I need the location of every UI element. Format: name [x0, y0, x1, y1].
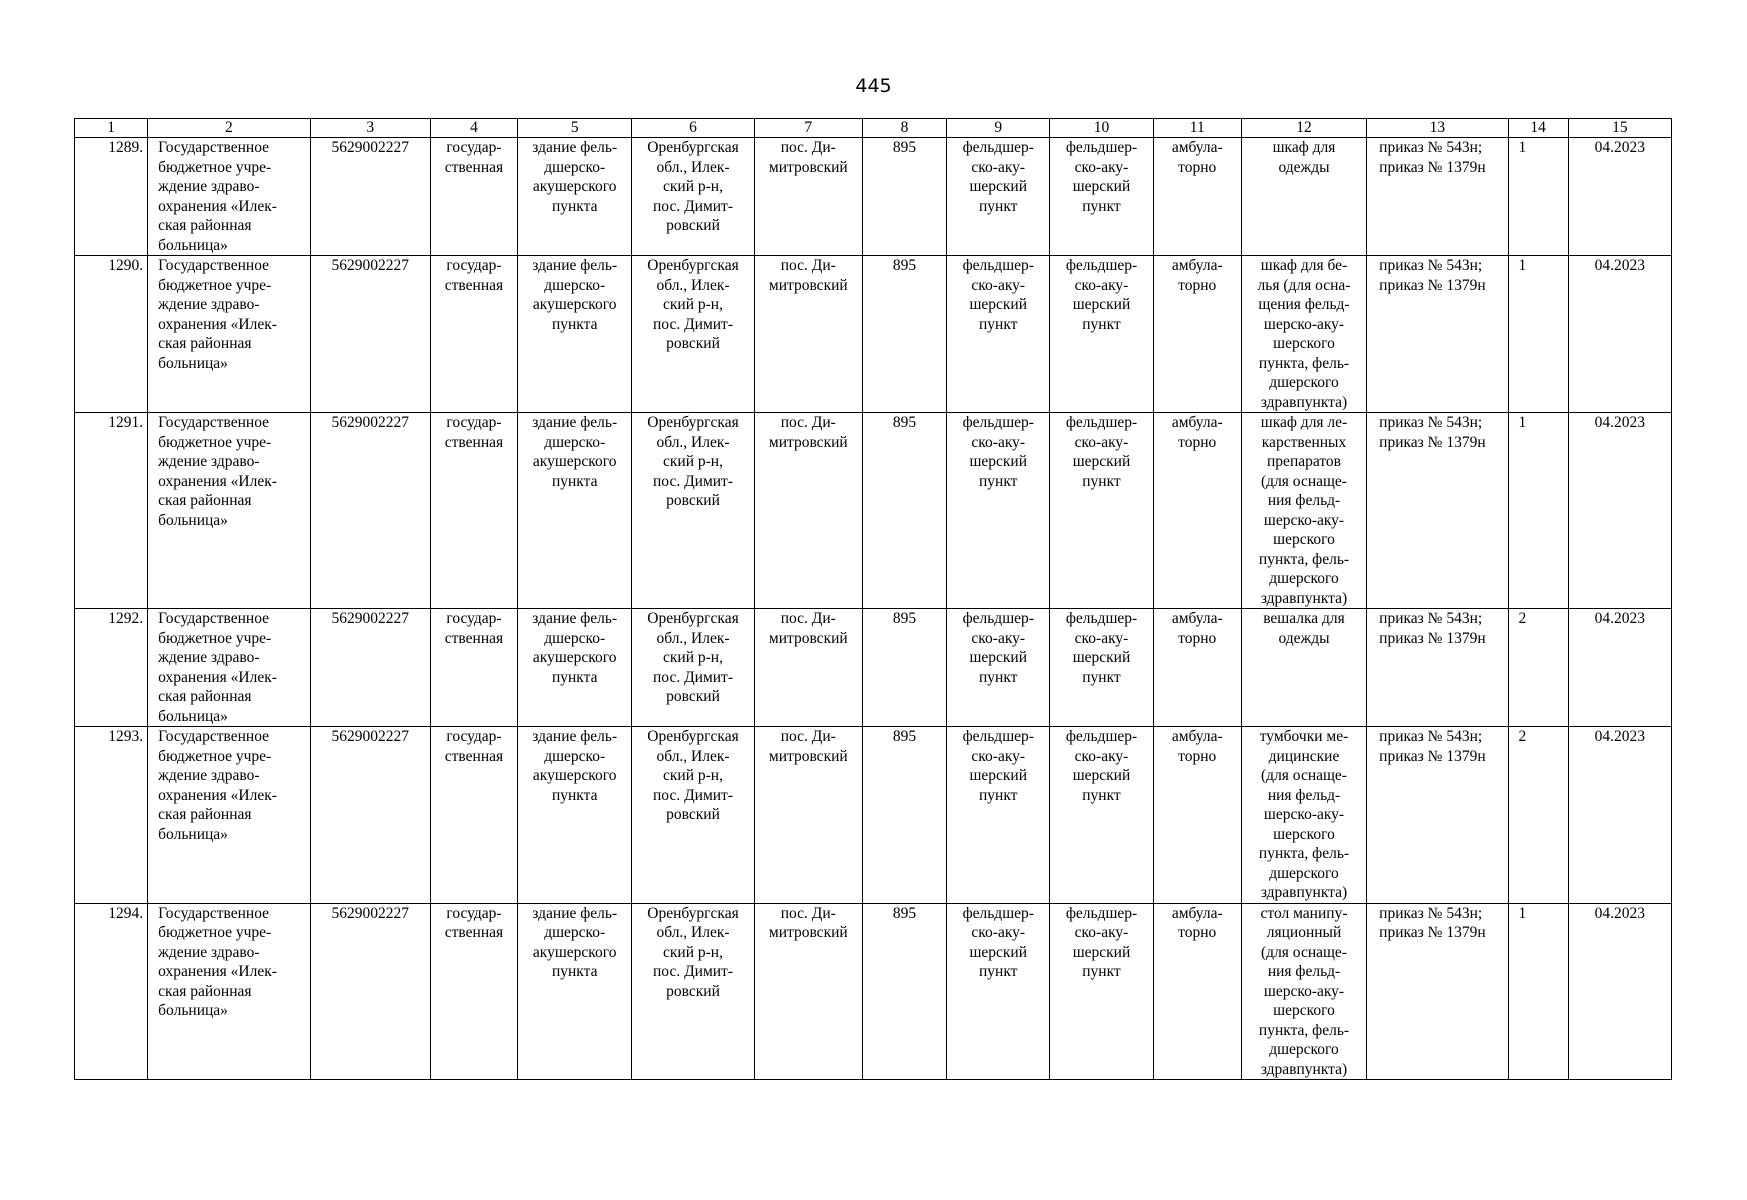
column-number-12: 12	[1241, 119, 1366, 138]
row-number-cell: 1290.	[75, 256, 148, 413]
column-number-4: 4	[430, 119, 517, 138]
column-number-11: 11	[1153, 119, 1241, 138]
subunit-type-cell: фельдшер- ско-аку- шерский пункт	[1050, 727, 1153, 904]
table-row	[75, 727, 1672, 904]
subunit-type-cell: фельдшер- ско-аку- шерский пункт	[1050, 609, 1153, 727]
building-cell: здание фель- дшерско- акушерского пункта	[518, 138, 632, 256]
column-number-13: 13	[1367, 119, 1508, 138]
locality-cell: пос. Ди- митровский	[754, 609, 862, 727]
quantity-cell: 1	[1508, 903, 1568, 1080]
date-cell: 04.2023	[1568, 727, 1671, 904]
inn-cell: 5629002227	[310, 727, 430, 904]
subunit-type-cell: фельдшер- ско-аку- шерский пункт	[1050, 413, 1153, 609]
address-cell: Оренбургская обл., Илек- ский р-н, пос. Димит- ровский	[632, 138, 754, 256]
building-cell: здание фель- дшерско- акушерского пункта	[518, 609, 632, 727]
column-number-2: 2	[148, 119, 310, 138]
row-number-cell: 1294.	[75, 903, 148, 1080]
table-row	[75, 903, 1672, 1080]
table-row	[75, 413, 1672, 609]
locality-cell: пос. Ди- митровский	[754, 413, 862, 609]
ownership-form-cell: государ- ственная	[430, 138, 517, 256]
date-cell: 04.2023	[1568, 256, 1671, 413]
care-conditions-cell: амбула- торно	[1153, 727, 1241, 904]
building-cell: здание фель- дшерско- акушерского пункта	[518, 727, 632, 904]
code-cell: 895	[862, 903, 946, 1080]
date-cell: 04.2023	[1568, 413, 1671, 609]
column-number-8: 8	[862, 119, 946, 138]
care-conditions-cell: амбула- торно	[1153, 413, 1241, 609]
organization-name-cell: Государственное бюджетное учре- ждение здраво- охранения «Илек- ская районная больница»	[148, 256, 310, 413]
inn-cell: 5629002227	[310, 413, 430, 609]
care-conditions-cell: амбула- торно	[1153, 903, 1241, 1080]
ownership-form-cell: государ- ственная	[430, 609, 517, 727]
row-number-cell: 1291.	[75, 413, 148, 609]
locality-cell: пос. Ди- митровский	[754, 138, 862, 256]
quantity-cell: 2	[1508, 609, 1568, 727]
column-number-6: 6	[632, 119, 754, 138]
unit-type-cell: фельдшер- ско-аку- шерский пункт	[947, 413, 1050, 609]
subunit-type-cell: фельдшер- ско-аку- шерский пункт	[1050, 256, 1153, 413]
code-cell: 895	[862, 727, 946, 904]
regulatory-basis-cell: приказ № 543н; приказ № 1379н	[1367, 256, 1508, 413]
column-number-15: 15	[1568, 119, 1671, 138]
building-cell: здание фель- дшерско- акушерского пункта	[518, 256, 632, 413]
equipment-name-cell: вешалка для одежды	[1241, 609, 1366, 727]
address-cell: Оренбургская обл., Илек- ский р-н, пос. Димит- ровский	[632, 413, 754, 609]
locality-cell: пос. Ди- митровский	[754, 903, 862, 1080]
quantity-cell: 2	[1508, 727, 1568, 904]
regulatory-basis-cell: приказ № 543н; приказ № 1379н	[1367, 609, 1508, 727]
page-number: 445	[855, 75, 892, 97]
date-cell: 04.2023	[1568, 609, 1671, 727]
organization-name-cell: Государственное бюджетное учре- ждение здраво- охранения «Илек- ская районная больница»	[148, 903, 310, 1080]
ownership-form-cell: государ- ственная	[430, 256, 517, 413]
inn-cell: 5629002227	[310, 903, 430, 1080]
column-number-row	[75, 119, 1672, 138]
column-number-3: 3	[310, 119, 430, 138]
organization-name-cell: Государственное бюджетное учре- ждение здраво- охранения «Илек- ская районная больница»	[148, 727, 310, 904]
unit-type-cell: фельдшер- ско-аку- шерский пункт	[947, 256, 1050, 413]
address-cell: Оренбургская обл., Илек- ский р-н, пос. Димит- ровский	[632, 727, 754, 904]
table-body	[75, 138, 1672, 1080]
regulatory-basis-cell: приказ № 543н; приказ № 1379н	[1367, 903, 1508, 1080]
code-cell: 895	[862, 609, 946, 727]
equipment-name-cell: тумбочки ме- дицинские (для оснаще- ния фельд- шерско-аку- шерского пункта, фель- дшерского здравпункта)	[1241, 727, 1366, 904]
subunit-type-cell: фельдшер- ско-аку- шерский пункт	[1050, 903, 1153, 1080]
inn-cell: 5629002227	[310, 256, 430, 413]
code-cell: 895	[862, 138, 946, 256]
equipment-name-cell: стол манипу- ляционный (для оснаще- ния фельд- шерско-аку- шерского пункта, фель- дшерского здравпункта)	[1241, 903, 1366, 1080]
column-number-5: 5	[518, 119, 632, 138]
table-row	[75, 256, 1672, 413]
unit-type-cell: фельдшер- ско-аку- шерский пункт	[947, 609, 1050, 727]
care-conditions-cell: амбула- торно	[1153, 138, 1241, 256]
row-number-cell: 1293.	[75, 727, 148, 904]
row-number-cell: 1289.	[75, 138, 148, 256]
equipment-registry-table	[74, 118, 1672, 1080]
column-number-10: 10	[1050, 119, 1153, 138]
locality-cell: пос. Ди- митровский	[754, 256, 862, 413]
organization-name-cell: Государственное бюджетное учре- ждение здраво- охранения «Илек- ская районная больница»	[148, 609, 310, 727]
regulatory-basis-cell: приказ № 543н; приказ № 1379н	[1367, 727, 1508, 904]
quantity-cell: 1	[1508, 138, 1568, 256]
table-row	[75, 609, 1672, 727]
locality-cell: пос. Ди- митровский	[754, 727, 862, 904]
quantity-cell: 1	[1508, 413, 1568, 609]
organization-name-cell: Государственное бюджетное учре- ждение здраво- охранения «Илек- ская районная больница»	[148, 413, 310, 609]
column-number-14: 14	[1508, 119, 1568, 138]
building-cell: здание фель- дшерско- акушерского пункта	[518, 413, 632, 609]
unit-type-cell: фельдшер- ско-аку- шерский пункт	[947, 727, 1050, 904]
regulatory-basis-cell: приказ № 543н; приказ № 1379н	[1367, 138, 1508, 256]
table-row	[75, 138, 1672, 256]
care-conditions-cell: амбула- торно	[1153, 256, 1241, 413]
column-number-1: 1	[75, 119, 148, 138]
unit-type-cell: фельдшер- ско-аку- шерский пункт	[947, 903, 1050, 1080]
equipment-name-cell: шкаф для бе- лья (для осна- щения фельд- шерско-аку- шерского пункта, фель- дшерского здравпункта)	[1241, 256, 1366, 413]
quantity-cell: 1	[1508, 256, 1568, 413]
address-cell: Оренбургская обл., Илек- ский р-н, пос. Димит- ровский	[632, 256, 754, 413]
care-conditions-cell: амбула- торно	[1153, 609, 1241, 727]
subunit-type-cell: фельдшер- ско-аку- шерский пункт	[1050, 138, 1153, 256]
building-cell: здание фель- дшерско- акушерского пункта	[518, 903, 632, 1080]
equipment-name-cell: шкаф для одежды	[1241, 138, 1366, 256]
code-cell: 895	[862, 413, 946, 609]
equipment-name-cell: шкаф для ле- карственных препаратов (для оснаще- ния фельд- шерско-аку- шерского пункта, фель- дшерского здравпункта)	[1241, 413, 1366, 609]
address-cell: Оренбургская обл., Илек- ский р-н, пос. Димит- ровский	[632, 903, 754, 1080]
inn-cell: 5629002227	[310, 138, 430, 256]
ownership-form-cell: государ- ственная	[430, 413, 517, 609]
inn-cell: 5629002227	[310, 609, 430, 727]
column-number-7: 7	[754, 119, 862, 138]
address-cell: Оренбургская обл., Илек- ский р-н, пос. Димит- ровский	[632, 609, 754, 727]
row-number-cell: 1292.	[75, 609, 148, 727]
date-cell: 04.2023	[1568, 903, 1671, 1080]
regulatory-basis-cell: приказ № 543н; приказ № 1379н	[1367, 413, 1508, 609]
date-cell: 04.2023	[1568, 138, 1671, 256]
code-cell: 895	[862, 256, 946, 413]
unit-type-cell: фельдшер- ско-аку- шерский пункт	[947, 138, 1050, 256]
ownership-form-cell: государ- ственная	[430, 727, 517, 904]
organization-name-cell: Государственное бюджетное учре- ждение здраво- охранения «Илек- ская районная больница»	[148, 138, 310, 256]
ownership-form-cell: государ- ственная	[430, 903, 517, 1080]
column-number-9: 9	[947, 119, 1050, 138]
